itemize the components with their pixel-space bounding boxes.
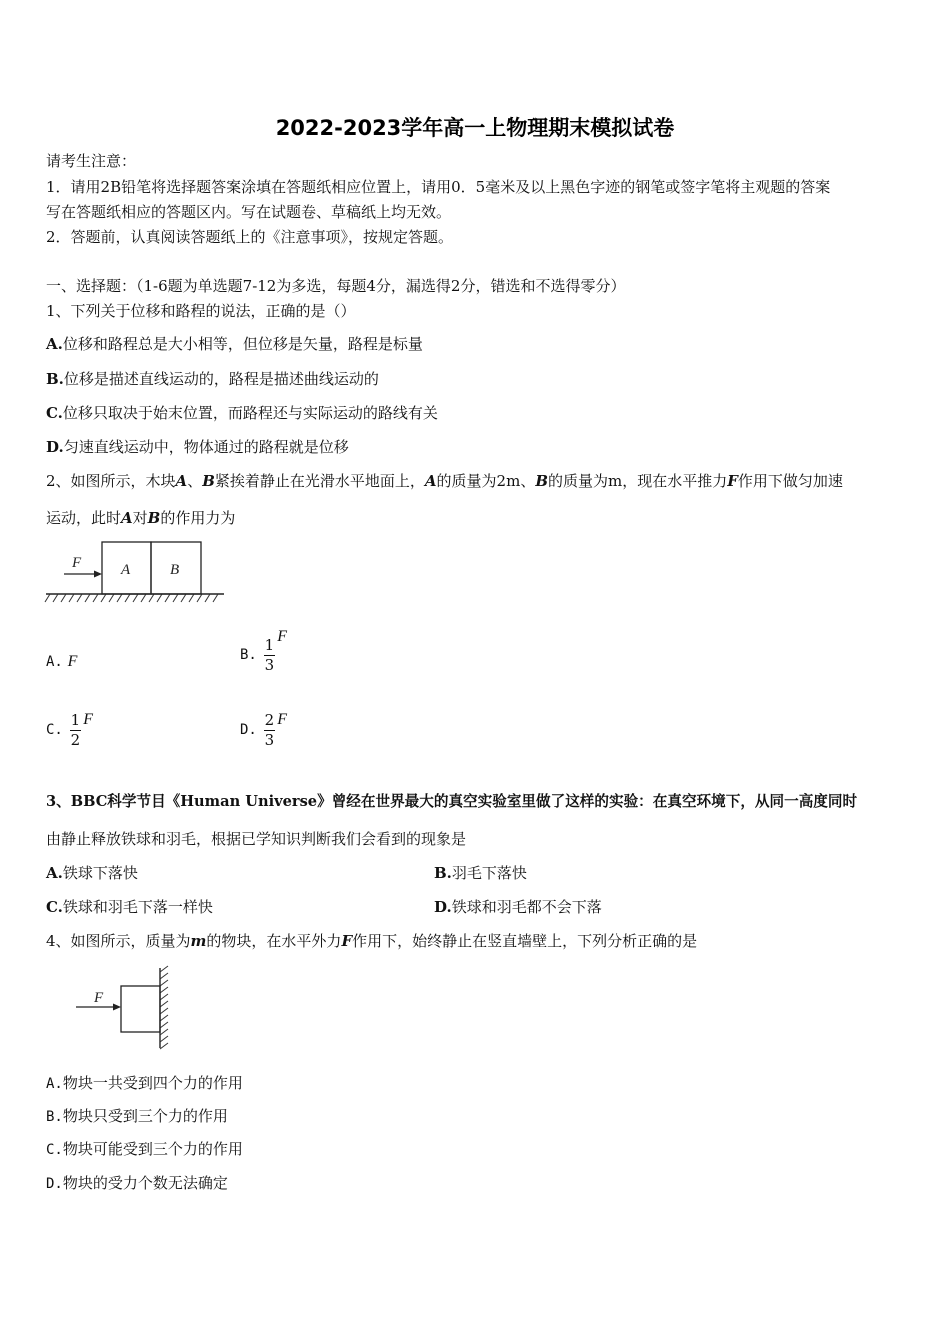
denominator: 2 bbox=[70, 730, 81, 749]
q1-option-a bbox=[46, 334, 423, 354]
option-text: 铁球下落快 bbox=[62, 864, 138, 882]
option-var: F bbox=[277, 628, 287, 645]
q2-text: 紧挨着静止在光滑水平地面上， bbox=[214, 472, 425, 490]
notice-heading: 请考生注意： bbox=[46, 152, 137, 170]
section-heading: 一、选择题：（1-6题为单选题7-12为多选，每题4分，漏选得2分，错选和不选得零分） bbox=[46, 277, 626, 295]
q2-option-c bbox=[46, 711, 93, 748]
q2-option-b bbox=[240, 628, 287, 673]
option-var: F bbox=[83, 711, 93, 728]
option-var: F bbox=[277, 711, 287, 728]
q2-var-b: B bbox=[147, 509, 161, 527]
q4-var-m: m bbox=[190, 932, 207, 950]
q4-var-f: F bbox=[341, 932, 353, 950]
q2-option-d bbox=[240, 711, 287, 748]
arrow-head-icon bbox=[113, 1004, 121, 1011]
q2-text: 的作用力为 bbox=[160, 509, 236, 527]
q2-var-a: A bbox=[175, 472, 188, 490]
q3-option-b bbox=[434, 863, 527, 883]
option-text: 物块一共受到四个力的作用 bbox=[62, 1074, 243, 1092]
option-text: 物块的受力个数无法确定 bbox=[62, 1174, 228, 1192]
q2-var-a: A bbox=[121, 509, 133, 527]
q4-option-b bbox=[46, 1106, 228, 1127]
q2-text: 运动，此时 bbox=[46, 509, 122, 527]
option-text: 匀速直线运动中，物体通过的路程就是位移 bbox=[63, 438, 349, 456]
q1-option-d bbox=[46, 437, 349, 457]
q2-text: 作用下做匀加速 bbox=[737, 472, 843, 490]
option-label: D. bbox=[46, 1176, 63, 1192]
q2-var-a: A bbox=[424, 472, 437, 490]
option-label: C. bbox=[46, 404, 63, 422]
q4-option-a bbox=[46, 1073, 243, 1094]
q3-option-d bbox=[434, 897, 602, 917]
option-label: B. bbox=[434, 864, 452, 882]
q2-text: 的质量为m，现在水平推力 bbox=[548, 472, 728, 490]
q1-option-c bbox=[46, 403, 438, 423]
force-label: F bbox=[94, 990, 104, 1006]
option-text: 铁球和羽毛都不会下落 bbox=[451, 898, 602, 916]
q2-text: 的质量为2m、 bbox=[436, 472, 536, 490]
q3-stem-line-2: 由静止释放铁球和羽毛，根据已学知识判断我们会看到的现象是 bbox=[46, 830, 467, 848]
q2-stem-line-1 bbox=[46, 471, 843, 491]
q1-stem: 1、下列关于位移和路程的说法，正确的是（） bbox=[46, 302, 356, 320]
option-label: A. bbox=[46, 1076, 63, 1092]
fraction bbox=[264, 710, 276, 749]
option-text: 物块可能受到三个力的作用 bbox=[62, 1140, 243, 1158]
q2-text: 对 bbox=[132, 509, 148, 527]
option-label: A. bbox=[46, 864, 63, 882]
q3-option-a bbox=[46, 863, 138, 883]
q2-var-b: B bbox=[535, 472, 549, 490]
q4-figure-wall-block bbox=[48, 962, 188, 1054]
notice-item-1-line-2: 写在答题纸相应的答题区内。写在试题卷、草稿纸上均无效。 bbox=[46, 203, 452, 221]
option-var: F bbox=[67, 653, 78, 670]
option-text: 物块只受到三个力的作用 bbox=[62, 1107, 228, 1125]
denominator: 3 bbox=[264, 655, 275, 674]
option-text: 位移是描述直线运动的，路程是描述曲线运动的 bbox=[63, 370, 379, 388]
q2-option-a bbox=[46, 651, 77, 672]
option-label: A. bbox=[46, 335, 63, 353]
q4-stem bbox=[46, 931, 697, 951]
page-title: 2022-2023学年高一上物理期末模拟试卷 bbox=[275, 116, 675, 140]
arrow-head-icon bbox=[94, 571, 102, 578]
q2-text: 、 bbox=[187, 472, 203, 490]
block-b-label: B bbox=[170, 562, 180, 578]
q3-stem-line-1: 3、BBC科学节目《Human Universe》曾经在世界最大的真空实验室里做了这样的实验：在真空环境下，从同一高度同时 bbox=[46, 793, 858, 810]
option-text: 位移只取决于始末位置，而路程还与实际运动的路线有关 bbox=[62, 404, 438, 422]
option-label: C. bbox=[46, 898, 63, 916]
q2-var-b: B bbox=[202, 472, 215, 490]
numerator: 1 bbox=[264, 635, 275, 654]
q4-option-c bbox=[46, 1139, 243, 1160]
notice-item-1-line-1: 1．请用2B铅笔将选择题答案涂填在答题纸相应位置上，请用0．5毫米及以上黑色字迹的钢笔或签字笔将主观题的答案 bbox=[46, 178, 831, 196]
q4-option-d bbox=[46, 1173, 228, 1194]
q4-text: 的物块，在水平外力 bbox=[206, 932, 342, 950]
wall-hatch bbox=[160, 966, 168, 1049]
q2-stem-line-2 bbox=[46, 508, 235, 528]
option-label: C. bbox=[46, 1142, 63, 1158]
q4-text: 作用下，始终静止在竖直墙壁上，下列分析正确的是 bbox=[352, 932, 698, 950]
q4-text: 4、如图所示，质量为 bbox=[46, 932, 191, 950]
q2-var-f: F bbox=[727, 472, 738, 490]
option-label: D. bbox=[240, 722, 257, 738]
option-label: B. bbox=[240, 647, 257, 663]
wall-block bbox=[121, 986, 160, 1032]
notice-item-2: 2．答题前，认真阅读答题纸上的《注意事项》，按规定答题。 bbox=[46, 228, 454, 246]
denominator: 3 bbox=[264, 730, 275, 749]
force-label: F bbox=[72, 555, 82, 571]
q2-figure-blocks bbox=[44, 536, 230, 606]
option-text: 羽毛下落快 bbox=[451, 864, 527, 882]
fraction bbox=[264, 635, 276, 674]
ground-hatch bbox=[45, 594, 218, 602]
option-text: 位移和路程总是大小相等，但位移是矢量，路程是标量 bbox=[62, 335, 423, 353]
option-text: 铁球和羽毛下落一样快 bbox=[62, 898, 213, 916]
q1-option-b bbox=[46, 369, 379, 389]
option-label: B. bbox=[46, 370, 64, 388]
option-label: D. bbox=[46, 438, 64, 456]
numerator: 1 bbox=[70, 710, 81, 729]
option-label: D. bbox=[434, 898, 452, 916]
fraction bbox=[70, 710, 82, 749]
block-a-label: A bbox=[121, 562, 131, 578]
q3-option-c bbox=[46, 897, 213, 917]
q2-text: 2、如图所示，木块 bbox=[46, 472, 176, 490]
option-label: C. bbox=[46, 722, 63, 738]
option-label: B. bbox=[46, 1109, 63, 1125]
option-label: A. bbox=[46, 654, 63, 670]
numerator: 2 bbox=[264, 710, 275, 729]
